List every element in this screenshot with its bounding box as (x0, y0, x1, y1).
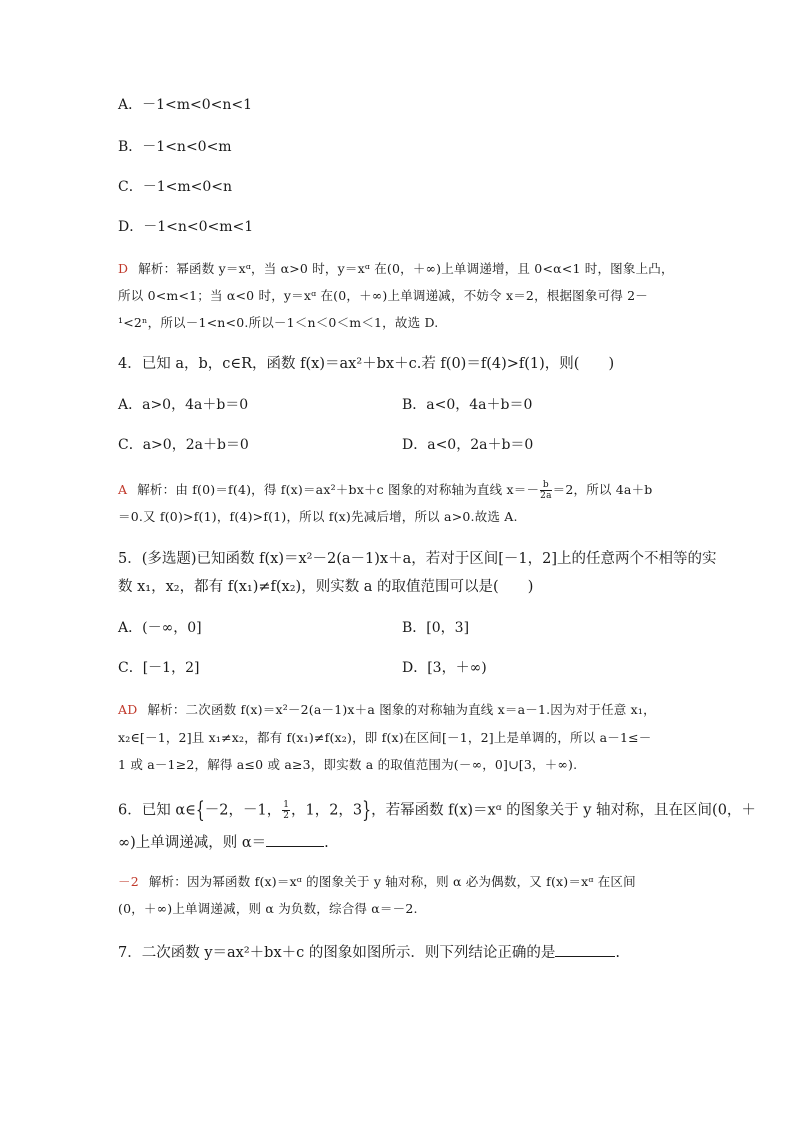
q6-fraction: $\frac{1}{2}$ (283, 800, 289, 821)
q5-answer: AD (118, 702, 138, 717)
q5-option-d: D．[3，＋∞) (402, 660, 487, 676)
q6-solution-line-2: (0，＋∞)上单调递减，则 α 为负数，综合得 α＝－2. (118, 901, 418, 916)
q3-solution-line-3: ¹<2ⁿ，所以－1<n<0.所以－1＜n＜0＜m＜1，故选 D. (118, 315, 439, 330)
q3-solution-line-2: 所以 0<m<1；当 α<0 时，y＝xᵅ 在(0，＋∞)上单调递减，不妨令 x＝2，根据图象可得 2－ (118, 288, 648, 303)
q5-stem-line-1: 5．(多选题)已知函数 f(x)＝x²－2(a－1)x＋a，若对于区间[－1，2]上的任意两个不相等的实 (118, 551, 717, 567)
q4-option-row-2 (118, 436, 534, 454)
q3-option-b: B．－1<n<0<m (118, 139, 232, 155)
q4-option-b: B．a<0，4a＋b＝0 (402, 397, 533, 413)
q6-answer-blank[interactable] (266, 832, 324, 847)
q4-solution-line-2: ＝0.又 f(0)>f(1)，f(4)>f(1)，所以 f(x)先减后增，所以 a>0.故选 A. (118, 509, 518, 524)
q4-solution-line-1: A 解析：由 f(0)＝f(4)，得 f(x)＝ax²＋bx＋c 图象的对称轴为直线 x＝－ $\frac{b}{2a}$ ＝2，所以 4a＋b (118, 480, 653, 501)
left-brace-glyph: { (195, 797, 205, 824)
q4-option-d: D．a<0，2a＋b＝0 (402, 437, 534, 453)
q5-solution-line-2: x₂∈[－1，2]且 x₁≠x₂，都有 f(x₁)≠f(x₂)，即 f(x)在区间[－1，2]上是单调的，所以 a－1≤－ (118, 730, 652, 745)
q3-solution-line-1: D 解析：幂函数 y＝xᵅ，当 α>0 时，y＝xᵅ 在(0，＋∞)上单调递增，且 0<α<1 时，图象上凸， (118, 261, 674, 276)
q6-answer: －2 (118, 874, 139, 889)
right-brace-glyph: } (362, 797, 372, 824)
q7-answer-blank[interactable] (555, 942, 615, 957)
q5-option-a: A．(－∞，0] (118, 620, 202, 636)
q5-solution-line-1: AD 解析：二次函数 f(x)＝x²－2(a－1)x＋a 图象的对称轴为直线 x＝a－1.因为对于任意 x₁， (118, 702, 656, 717)
q4-stem: 4．已知 a，b，c∈R，函数 f(x)＝ax²＋bx＋c.若 f(0)＝f(4)>f(1)，则( ) (118, 356, 615, 372)
q4-answer: A (118, 482, 128, 497)
q3-option-d: D．－1<n<0<m<1 (118, 219, 254, 235)
q6-stem-line-2: ∞)上单调递减，则 α＝ . (118, 832, 329, 852)
q5-solution-line-3: 1 或 a－1≥2，解得 a≤0 或 a≥3，即实数 a 的取值范围为(－∞，0]∪[3，＋∞). (118, 757, 578, 772)
q4-option-a: A．a>0，4a＋b＝0 (118, 397, 249, 413)
q3-option-a: A．－1<m<0<n<1 (118, 97, 253, 113)
q5-option-b: B．[0，3] (402, 620, 470, 636)
q6-stem-line-1: 6．已知 α∈{－2，－1， $\frac{1}{2}$ ，1，2，3}，若幂函数 f(x)＝xᵅ 的图象关于 y 轴对称，且在区间(0，＋ (118, 797, 756, 824)
q3-answer: D (118, 261, 129, 276)
q4-fraction: $\frac{b}{2a}$ (540, 480, 552, 501)
q5-stem-line-2: 数 x₁，x₂，都有 f(x₁)≠f(x₂)，则实数 a 的取值范围可以是( ) (118, 579, 534, 595)
q5-option-c: C．[－1，2] (118, 660, 200, 676)
q5-option-row-2 (118, 659, 487, 677)
q4-option-c: C．a>0，2a＋b＝0 (118, 437, 249, 453)
q3-option-c: C．－1<m<0<n (118, 179, 233, 195)
q7-stem: 7．二次函数 y＝ax²＋bx＋c 的图象如图所示．则下列结论正确的是 . (118, 942, 620, 962)
q6-solution-line-1: －2 解析：因为幂函数 f(x)＝xᵅ 的图象关于 y 轴对称，则 α 必为偶数，又 f(x)＝xᵅ 在区间 (118, 874, 636, 889)
q5-option-row-1 (118, 619, 470, 637)
q4-option-row-1 (118, 396, 533, 414)
